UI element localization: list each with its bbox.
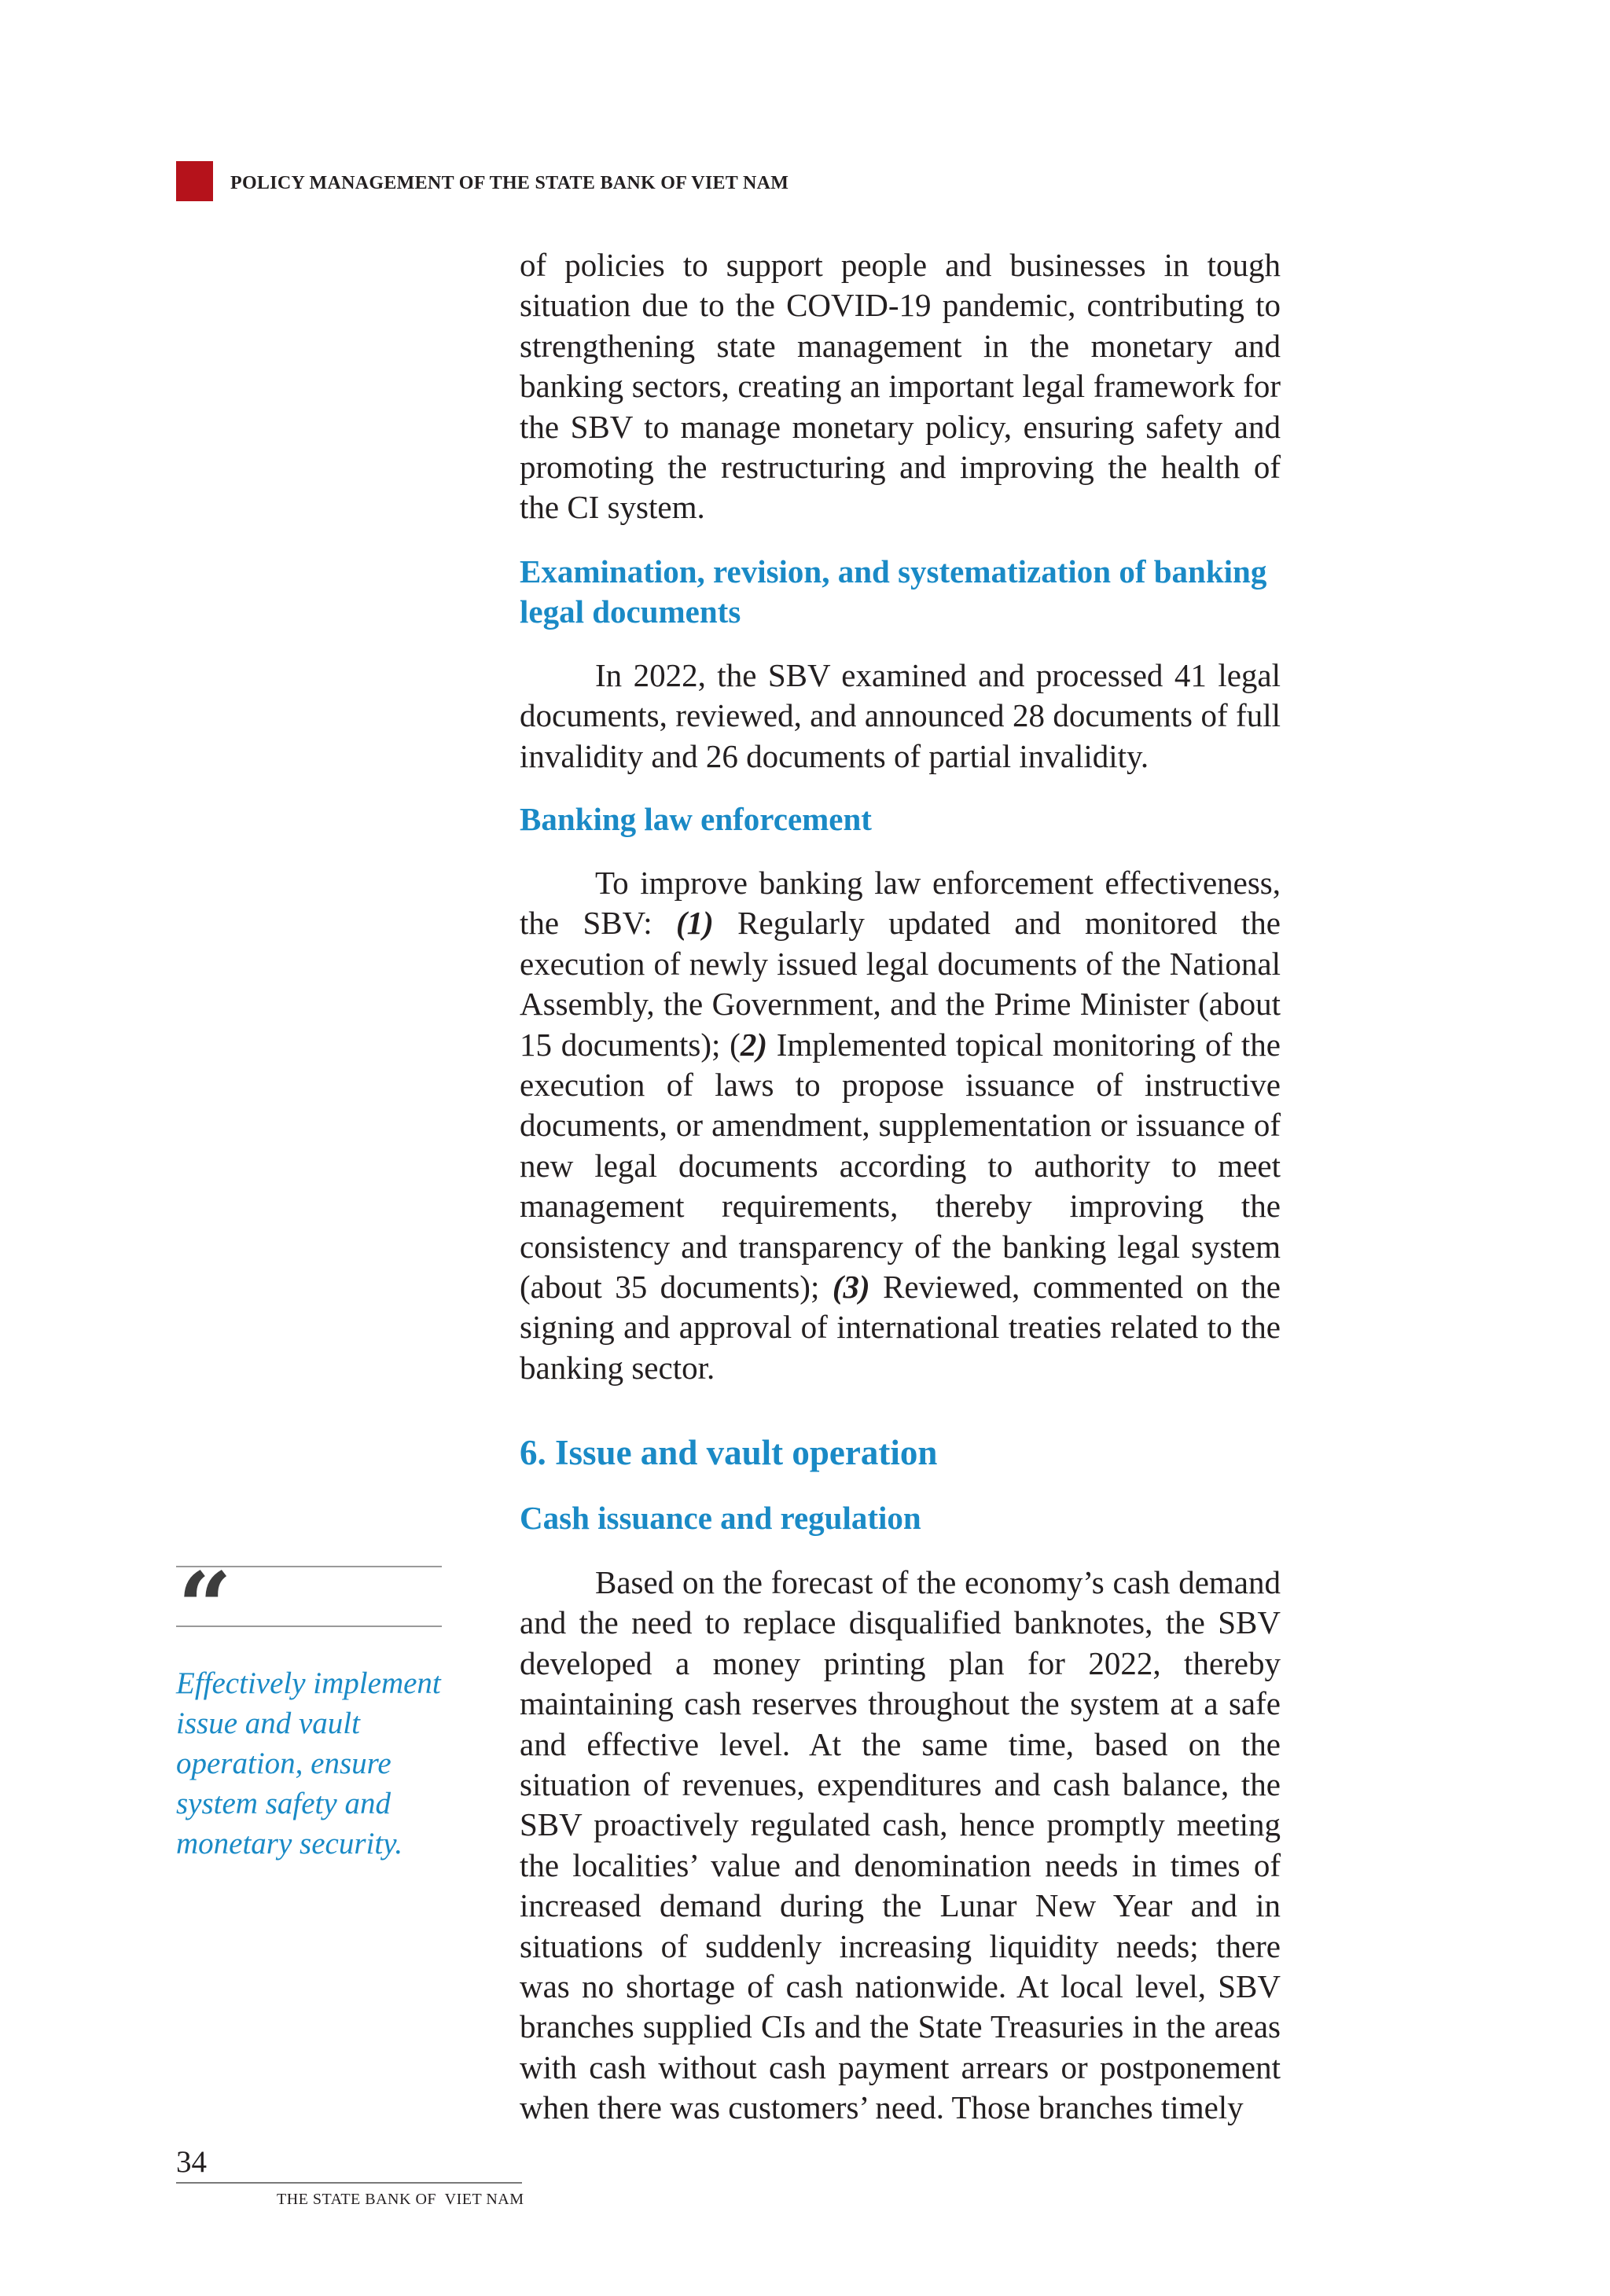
header-red-square [176,161,213,201]
running-header: POLICY MANAGEMENT OF THE STATE BANK OF VIET NAM [230,173,789,193]
pullquote-bottom-rule [176,1626,442,1627]
pullquote-text: Effectively implement issue and vault operation, ensure system safety and monetary security. [176,1666,441,1861]
quote-mark-icon: “ [178,1552,233,1662]
enforcement-text-3: Implemented topical monitoring of the execution of laws to propose issuance of instructive documents, or amendment, supplementation or issuance of new legal documents according to authority to meet management requirements, thereby improving the consistency and transparency of the banking legal system (about 35 documents); [520,1026,1281,1306]
intro-paragraph: of policies to support people and businesses in tough situation due to the COVID-19 pandemic, contributing to strengthening state management in the monetary and banking sectors, creating an important legal framework for the SBV to manage monetary policy, ensuring safety and promoting the restructuring and improving the health of the CI system. [520,247,1281,526]
section-heading-block [520,1431,1281,1474]
enforcement-item-3: (3) [832,1269,870,1306]
cash-heading-block [520,1498,1281,1538]
section-heading: 6. Issue and vault operation [520,1433,938,1472]
enforcement-text-2: Regularly updated and monitored the execution of newly issued legal documents of the National Assembly, the Government, and the Prime Minister (about 15 documents); ( [520,905,1281,1063]
enforcement-text-block [520,863,1281,1388]
cash-heading: Cash issuance and regulation [520,1500,921,1536]
cash-text-block [520,1563,1281,2129]
enforcement-heading-block [520,799,1281,839]
examination-text-block [520,656,1281,777]
page-number: 34 [176,2145,207,2179]
examination-heading: Examination, revision, and systematization of banking legal documents [520,553,1267,630]
footer-rule [176,2182,522,2184]
enforcement-text-4: Reviewed, commented on the signing and approval of international treaties related to the banking sector. [520,1269,1281,1386]
intro-block [520,245,1281,528]
enforcement-paragraph [520,863,1281,1388]
enforcement-item-2: 2) [740,1026,767,1063]
examination-paragraph: In 2022, the SBV examined and processed 41 legal documents, reviewed, and announced 28 documents of full invalidity and 26 documents of partial invalidity. [520,657,1281,774]
footer-publisher: THE STATE BANK OF VIET NAM [277,2191,524,2208]
enforcement-text-1: To improve banking law enforcement effectiveness, the SBV: [520,865,1281,942]
cash-paragraph: Based on the forecast of the economy’s cash demand and the need to replace disqualified banknotes, the SBV developed a money printing plan for 2022, thereby maintaining cash reserves throughout the system at a safe and effective level. At the same time, based on the situation of revenues, expenditures and cash balance, the SBV proactively regulated cash, hence promptly meeting the localities’ value and denomination needs in times of increased demand during the Lunar New Year and in situations of suddenly increasing liquidity needs; there was no shortage of cash nationwide. At local level, SBV branches supplied CIs and the State Treasuries in the areas with cash without cash payment arrears or postponement when there was customers’ need. Those branches timely [520,1564,1281,2126]
examination-block [520,552,1281,633]
enforcement-item-1: (1) [675,905,714,942]
enforcement-heading: Banking law enforcement [520,801,872,837]
